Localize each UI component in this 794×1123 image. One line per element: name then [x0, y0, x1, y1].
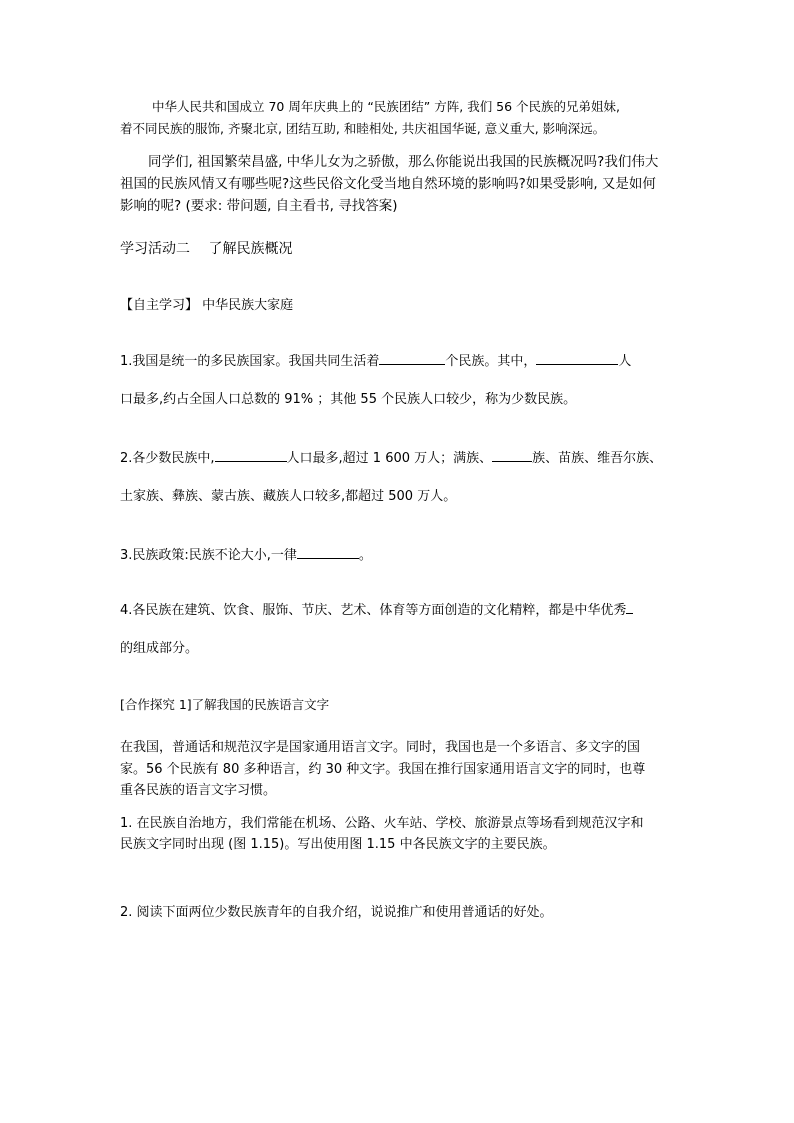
section-heading: [合作探究 1]了解我国的民族语言文字 — [120, 697, 330, 712]
question-4 — [120, 600, 633, 620]
question-1-cont: 口最多,约占全国人口总数的 91% ；其他 55 个民族人口较少，称为少数民族。 — [120, 392, 577, 407]
question-text: 人口最多,超过 1 600 万人；满族、 — [286, 451, 493, 466]
coop-question-1: 1. 在民族自治地方，我们常能在机场、公路、火车站、学校、旅游景点等场看到规范汉字和 — [120, 816, 644, 831]
question-text: 1.我国是统一的多民族国家。我国共同生活着 — [120, 354, 380, 369]
intro-line: 同学们, 祖国繁荣昌盛, 中华儿女为之骄傲，那么你能说出我国的民族概况吗?我们伟大 — [148, 154, 659, 170]
question-text: 。 — [358, 548, 372, 563]
answer-blank[interactable] — [492, 448, 532, 462]
intro-line: 祖国的民族风情又有哪些呢?这些民俗文化受当地自然环境的影响吗?如果受影响, 又是如何 — [120, 176, 656, 192]
answer-blank[interactable] — [626, 600, 633, 614]
question-4-cont: 的组成部分。 — [120, 641, 199, 656]
answer-blank[interactable] — [536, 351, 618, 365]
intro-line: 着不同民族的服饰, 齐聚北京, 团结互助, 和睦相处, 共庆祖国华诞, 意义重大, 影响深远。 — [120, 121, 606, 136]
intro-line: 中华人民共和国成立 70 周年庆典上的 “民族团结” 方阵, 我们 56 个民族的兄弟姐妹, — [152, 99, 621, 114]
coop-question-1-cont: 民族文字同时出现 (图 1.15)。写出使用图 1.15 中各民族文字的主要民族。 — [120, 837, 556, 852]
question-text: 人 — [618, 354, 632, 369]
section-heading: 【自主学习】 中华民族大家庭 — [120, 298, 294, 313]
coop-paragraph-line: 在我国，普通话和规范汉字是国家通用语言文字。同时，我国也是一个多语言、多文字的国 — [120, 740, 641, 755]
answer-blank[interactable] — [215, 448, 287, 462]
question-text: 2.各少数民族中, — [120, 451, 215, 466]
answer-blank[interactable] — [297, 545, 359, 559]
question-3 — [120, 545, 372, 565]
intro-line: 影响的呢? (要求: 带问题, 自主看书, 寻找答案) — [120, 198, 398, 214]
question-text: 3.民族政策:民族不论大小,一律 — [120, 548, 297, 563]
question-text: 4.各民族在建筑、饮食、服饰、节庆、艺术、体育等方面创造的文化精粹，都是中华优秀 — [120, 603, 627, 618]
question-1 — [120, 351, 631, 371]
coop-paragraph-line: 重各民族的语言文字习惯。 — [120, 783, 277, 798]
question-2 — [120, 448, 662, 468]
activity-title: 学习活动二 了解民族概况 — [120, 241, 293, 257]
coop-question-2: 2. 阅读下面两位少数民族青年的自我介绍，说说推广和使用普通话的好处。 — [120, 905, 553, 920]
coop-paragraph-line: 家。56 个民族有 80 多种语言，约 30 种文字。我国在推行国家通用语言文字的同时，也尊 — [120, 762, 646, 777]
question-text: 族、苗族、维吾尔族、 — [532, 451, 663, 466]
question-2-cont: 土家族、彝族、蒙古族、藏族人口较多,都超过 500 万人。 — [120, 489, 457, 504]
question-text: 个民族。其中， — [445, 354, 537, 369]
answer-blank[interactable] — [379, 351, 445, 365]
